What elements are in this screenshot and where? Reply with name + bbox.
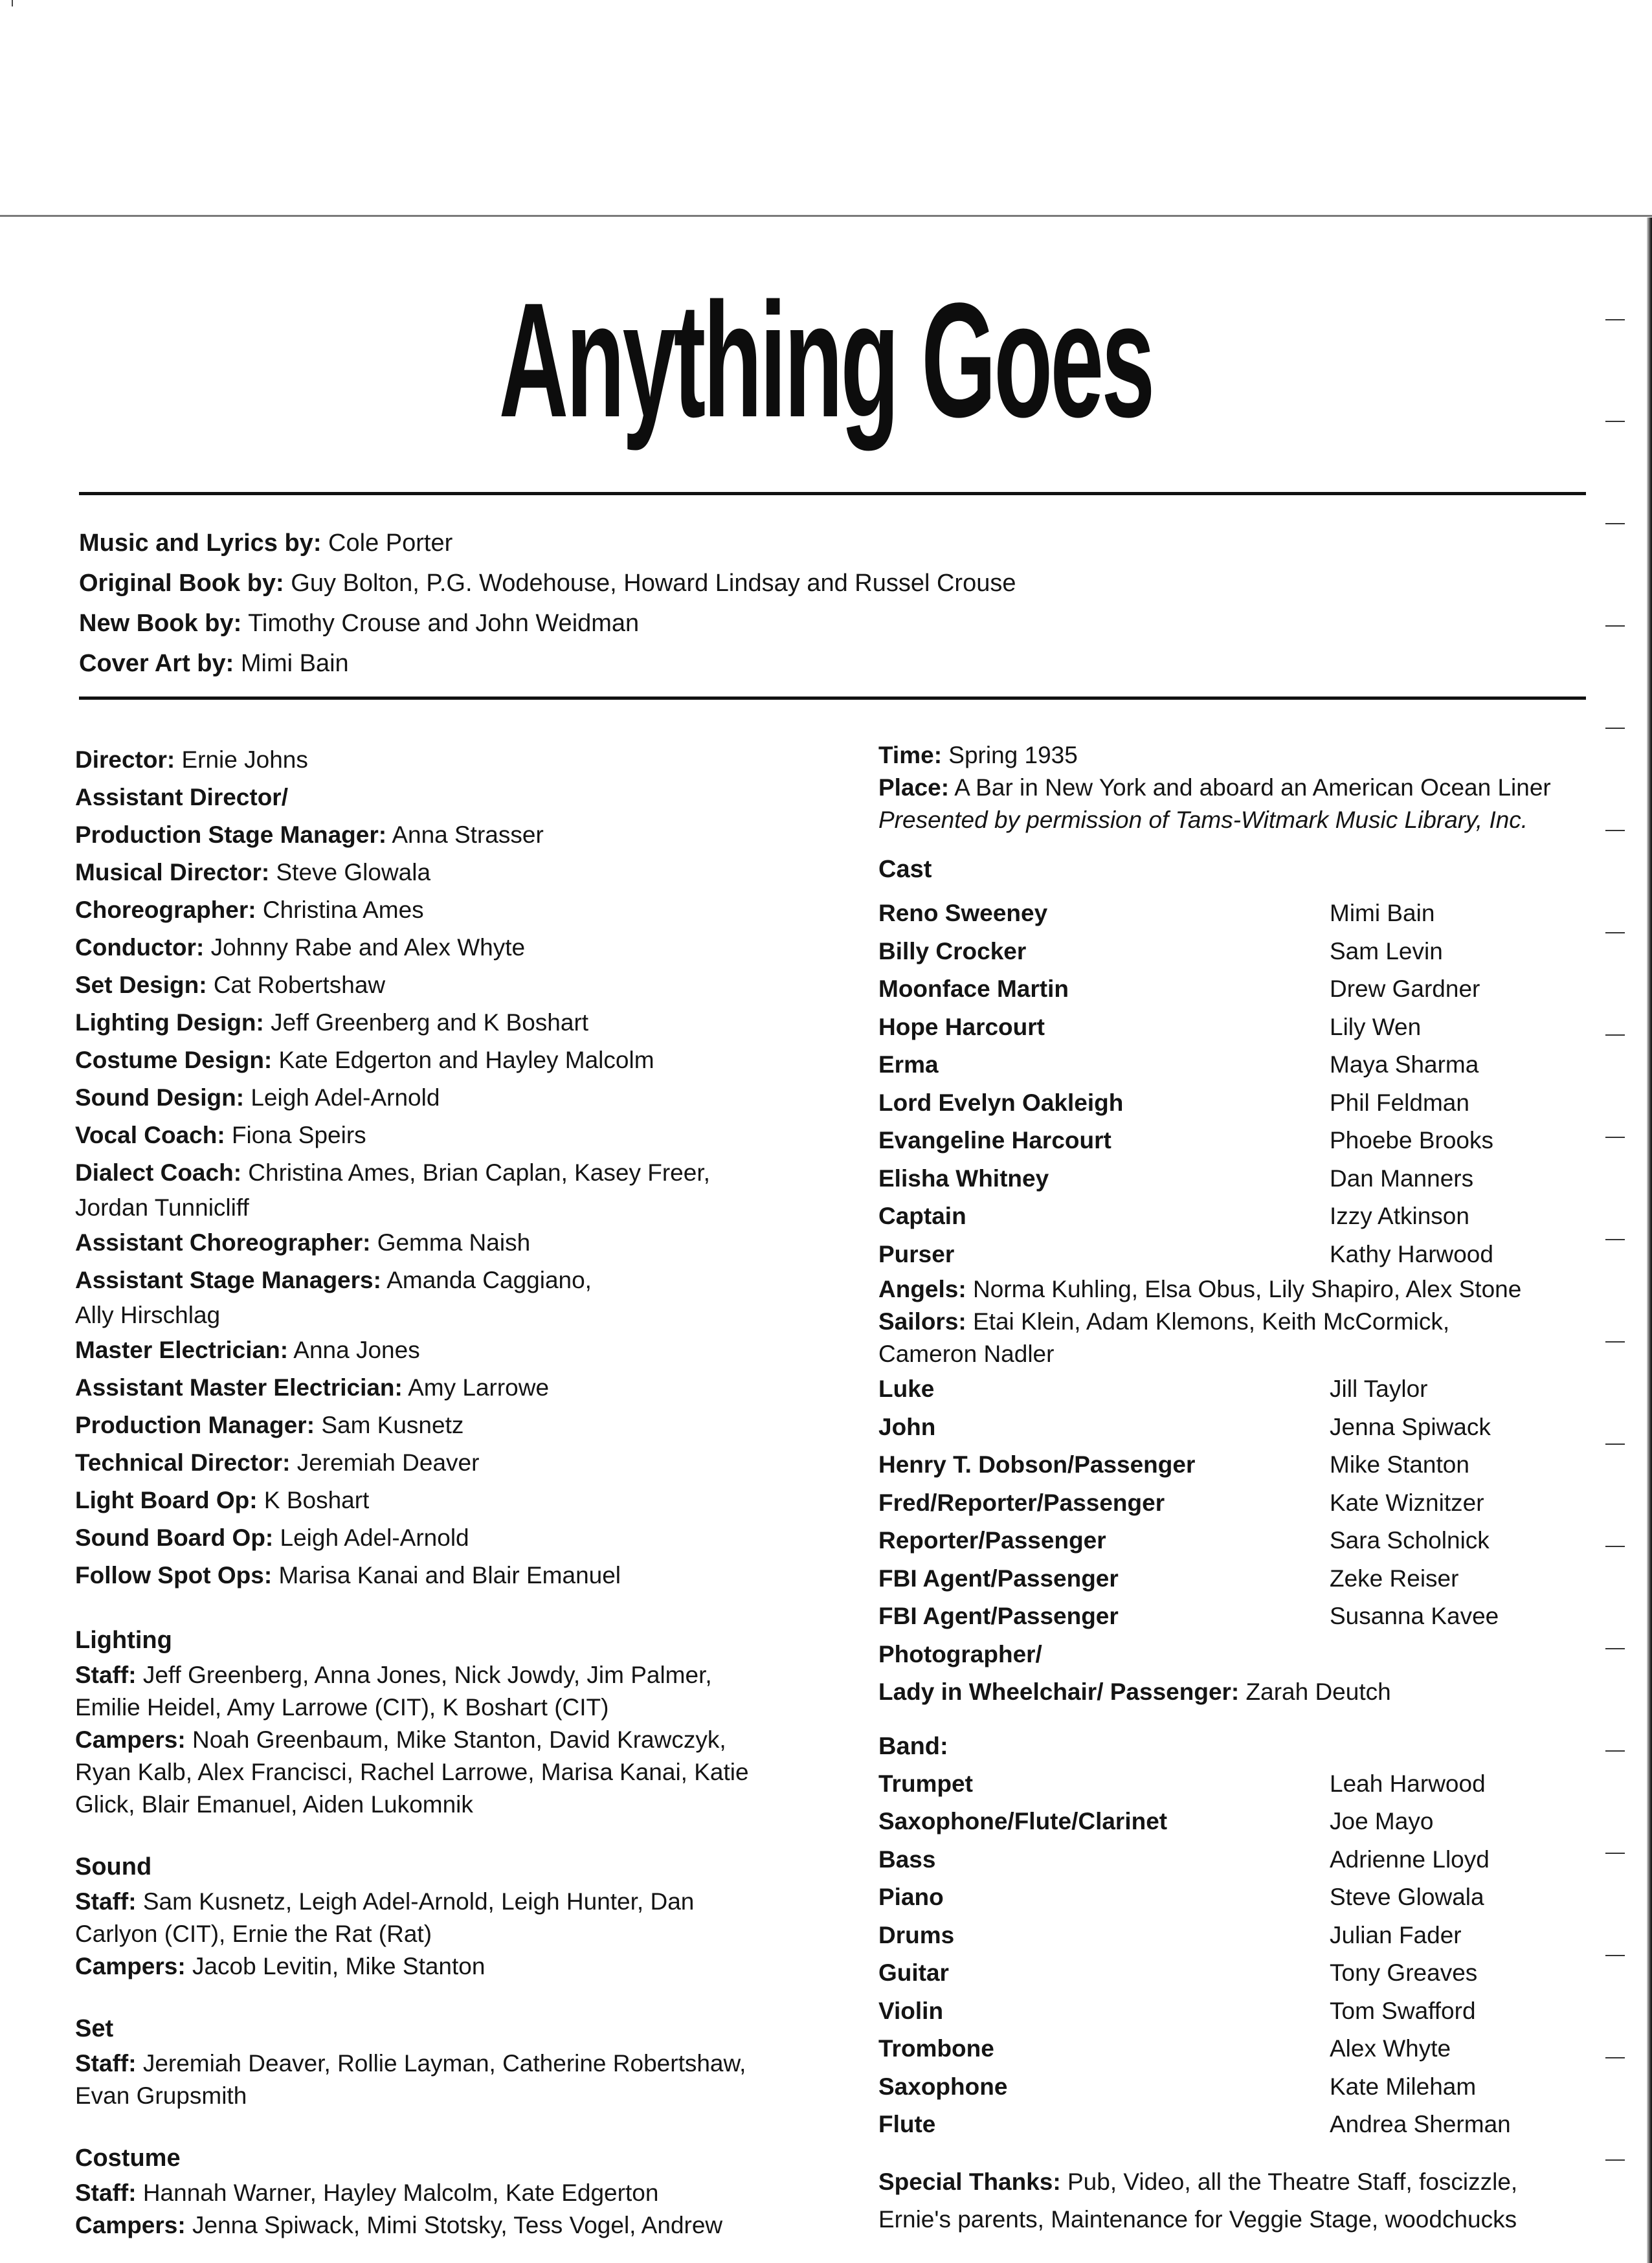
credit-label: Sound Design: xyxy=(75,1084,245,1111)
role-name: Hope Harcourt xyxy=(878,1013,1045,1040)
credit-value: Leigh Adel-Arnold xyxy=(280,1524,469,1551)
role-name: Violin xyxy=(878,1997,944,2024)
cast-row xyxy=(878,1917,1610,1955)
cast-row xyxy=(878,1370,1610,1409)
credit-value: Kate Edgerton and Hayley Malcolm xyxy=(278,1047,654,1073)
crew-label: Campers: xyxy=(75,1953,186,1979)
cast-row xyxy=(878,1009,1610,1047)
actor-name: Alex Whyte xyxy=(1330,2035,1451,2062)
ensemble-names-continued: Cameron Nadler xyxy=(878,1341,1055,1367)
cast-row xyxy=(878,1236,1610,1274)
cast-row xyxy=(878,1878,1610,1917)
production-staff-column xyxy=(75,741,839,2242)
crew-line xyxy=(75,1691,839,1724)
role-name: Evangeline Harcourt xyxy=(878,1127,1111,1154)
cast-row xyxy=(878,970,1610,1009)
credit-value: Christina Ames, Brian Caplan, Kasey Freer, xyxy=(248,1159,710,1186)
role-name: Fred/Reporter/Passenger xyxy=(878,1489,1165,1516)
program-title: Anything Goes xyxy=(498,269,1153,451)
credit-value: Ernie Johns xyxy=(181,746,308,773)
production-credit xyxy=(75,1262,839,1299)
production-credit xyxy=(75,1224,839,1262)
credit-value: Cat Robertshaw xyxy=(213,972,386,998)
page-right-edge xyxy=(1647,217,1652,2263)
cast-list xyxy=(878,895,1610,1273)
cast-row xyxy=(878,1122,1610,1160)
credit-value: Jeff Greenberg and K Boshart xyxy=(271,1009,589,1036)
ensemble-label: Sailors: xyxy=(878,1308,966,1335)
cast-row xyxy=(878,1198,1610,1236)
band-heading: Band: xyxy=(878,1732,948,1760)
cast-heading: Cast xyxy=(878,856,932,883)
scan-corner-mark xyxy=(12,0,13,6)
cast-row xyxy=(878,2106,1610,2144)
production-credit xyxy=(75,1117,839,1154)
credit-label: Director: xyxy=(75,746,175,773)
production-credit xyxy=(75,741,839,779)
role-name: Moonface Martin xyxy=(878,975,1069,1002)
cast-row xyxy=(878,1484,1610,1522)
role-name: Saxophone/Flute/Clarinet xyxy=(878,1808,1168,1834)
cast-row xyxy=(878,1522,1610,1560)
actor-name: Dan Manners xyxy=(1330,1165,1474,1192)
crew-label: Staff: xyxy=(75,1888,137,1915)
actor-name: Maya Sharma xyxy=(1330,1051,1479,1078)
production-credit xyxy=(75,816,839,854)
role-name: Bass xyxy=(878,1845,936,1873)
binding-tick xyxy=(1605,625,1625,627)
role-name: Trombone xyxy=(878,2035,994,2062)
cast-row xyxy=(878,1046,1610,1084)
crew-names: Hannah Warner, Hayley Malcolm, Kate Edgerton xyxy=(142,2179,659,2206)
crew-names: Emilie Heidel, Amy Larrowe (CIT), K Boshart (CIT) xyxy=(75,1694,609,1721)
actor-name: Adrienne Lloyd xyxy=(1330,1845,1490,1873)
crew-line xyxy=(75,1950,839,1983)
crew-names: Ryan Kalb, Alex Francisci, Rachel Larrowe, Marisa Kanai, Katie xyxy=(75,1759,749,1785)
actor-name: Izzy Atkinson xyxy=(1330,1203,1469,1229)
crew-line xyxy=(75,1886,839,1918)
production-credit xyxy=(75,1444,839,1482)
crew-names: Evan Grupsmith xyxy=(75,2082,247,2109)
role-name: FBI Agent/Passenger xyxy=(878,1565,1119,1592)
cast-row xyxy=(878,1409,1610,1447)
crew-label: Staff: xyxy=(75,2050,137,2077)
crew-names: Glick, Blair Emanuel, Aiden Lukomnik xyxy=(75,1791,473,1818)
credit-line: Original Book by: Guy Bolton, P.G. Wodehouse, Howard Lindsay and Russel Crouse xyxy=(79,570,1016,597)
production-credit xyxy=(75,891,839,929)
page-fold-line xyxy=(0,215,1652,217)
cast-row xyxy=(878,895,1610,933)
crew-names: Sam Kusnetz, Leigh Adel-Arnold, Leigh Hunter, Dan xyxy=(142,1888,695,1915)
authorship-credits xyxy=(79,523,1016,684)
special-thanks-continued: Ernie's parents, Maintenance for Veggie Stage, woodchucks xyxy=(878,2205,1517,2233)
crew-names: Jenna Spiwack, Mimi Stotsky, Tess Vogel, Andrew xyxy=(192,2212,723,2238)
actor-name: Sara Scholnick xyxy=(1330,1527,1490,1554)
production-credit xyxy=(75,1482,839,1519)
production-credit xyxy=(75,1079,839,1117)
credits-rule xyxy=(79,697,1586,700)
role-name: FBI Agent/Passenger xyxy=(878,1603,1119,1629)
photographer-role: Photographer/ xyxy=(878,1640,1042,1667)
crew-heading-set: Set xyxy=(75,2015,114,2042)
actor-name: Andrea Sherman xyxy=(1330,2111,1511,2137)
credit-label: Follow Spot Ops: xyxy=(75,1562,273,1589)
actor-name: Mimi Bain xyxy=(1330,900,1435,926)
credit-value: Fiona Speirs xyxy=(231,1122,366,1148)
credit-label: Production Stage Manager: xyxy=(75,821,387,848)
production-credit xyxy=(75,1004,839,1042)
credit-label: Assistant Choreographer: xyxy=(75,1229,371,1256)
actor-name: Kate Mileham xyxy=(1330,2073,1477,2100)
role-name: Captain xyxy=(878,1203,966,1229)
cast-row xyxy=(878,1598,1610,1636)
crew-line xyxy=(75,1659,839,1691)
ensemble-names: Etai Klein, Adam Klemons, Keith McCormick, xyxy=(973,1308,1450,1335)
crew-line xyxy=(75,1756,839,1789)
crew-line xyxy=(75,2177,839,2209)
role-name: Saxophone xyxy=(878,2073,1008,2100)
production-credit xyxy=(75,779,839,816)
crew-label: Campers: xyxy=(75,1726,186,1753)
crew-sections xyxy=(75,1622,839,2242)
credit-label: Assistant Stage Managers: xyxy=(75,1267,381,1293)
credit-label: Dialect Coach: xyxy=(75,1159,242,1186)
credit-value-continued: Ally Hirschlag xyxy=(75,1302,221,1328)
credit-label: Lighting Design: xyxy=(75,1009,264,1036)
actor-name: Mike Stanton xyxy=(1330,1451,1469,1478)
credit-value: Steve Glowala xyxy=(276,859,431,886)
credit-label: Vocal Coach: xyxy=(75,1122,225,1148)
production-credit xyxy=(75,1369,839,1407)
crew-line xyxy=(75,1918,839,1950)
credit-label: Assistant Master Electrician: xyxy=(75,1374,403,1401)
crew-label: Staff: xyxy=(75,2179,137,2206)
band-list xyxy=(878,1765,1610,2144)
actor-name: Julian Fader xyxy=(1330,1921,1462,1948)
production-credit xyxy=(75,929,839,966)
cast-row xyxy=(878,1765,1610,1803)
production-credit xyxy=(75,1557,839,1594)
ensemble-line xyxy=(878,1273,1610,1306)
actor-name: Steve Glowala xyxy=(1330,1884,1484,1910)
credit-value: K Boshart xyxy=(263,1487,370,1513)
crew-names: Jeff Greenberg, Anna Jones, Nick Jowdy, Jim Palmer, xyxy=(142,1662,712,1688)
credit-label: Production Manager: xyxy=(75,1412,315,1438)
credit-line: Cover Art by: Mimi Bain xyxy=(79,650,349,677)
actor-name: Tom Swafford xyxy=(1330,1997,1476,2024)
actor-name: Zeke Reiser xyxy=(1330,1565,1459,1592)
crew-line xyxy=(75,2047,839,2080)
crew-names: Noah Greenbaum, Mike Stanton, David Krawczyk, xyxy=(192,1726,726,1753)
actor-name: Leah Harwood xyxy=(1330,1770,1486,1797)
role-name: Piano xyxy=(878,1884,944,1910)
crew-label: Campers: xyxy=(75,2212,186,2238)
cast-row xyxy=(878,1803,1610,1841)
role-name: Reporter/Passenger xyxy=(878,1527,1106,1554)
credit-value: Amy Larrowe xyxy=(408,1374,550,1401)
role-name: Erma xyxy=(878,1051,939,1078)
cast-row xyxy=(878,2068,1610,2106)
role-name: Drums xyxy=(878,1921,955,1948)
crew-names: Carlyon (CIT), Ernie the Rat (Rat) xyxy=(75,1921,432,1947)
actor-name: Jenna Spiwack xyxy=(1330,1413,1491,1440)
production-credit xyxy=(75,1407,839,1444)
binding-tick xyxy=(1605,421,1625,422)
crew-heading-sound: Sound xyxy=(75,1853,152,1880)
credit-value: Sam Kusnetz xyxy=(321,1412,464,1438)
role-name: Lord Evelyn Oakleigh xyxy=(878,1089,1124,1116)
credit-line: Music and Lyrics by: Cole Porter xyxy=(79,530,453,557)
credit-label: Musical Director: xyxy=(75,859,270,886)
actor-name: Phoebe Brooks xyxy=(1330,1127,1494,1154)
actor-name: Kate Wiznitzer xyxy=(1330,1489,1484,1516)
cast-row xyxy=(878,1841,1610,1879)
time-line: Time: Spring 1935 xyxy=(878,742,1078,768)
actor-name: Susanna Kavee xyxy=(1330,1603,1499,1629)
credit-label: Conductor: xyxy=(75,934,205,961)
role-name: Reno Sweeney xyxy=(878,900,1048,926)
role-name: Guitar xyxy=(878,1959,949,1986)
special-thanks-line: Special Thanks: Pub, Video, all the Theatre Staff, foscizzle, xyxy=(878,2168,1518,2195)
scan-top-margin xyxy=(0,0,1652,214)
crew-line xyxy=(75,2209,839,2242)
place-line: Place: A Bar in New York and aboard an American Ocean Liner xyxy=(878,774,1551,801)
cast-row xyxy=(878,933,1610,971)
production-credit xyxy=(75,1519,839,1557)
credit-label: Master Electrician: xyxy=(75,1337,289,1363)
credit-value-continued: Jordan Tunnicliff xyxy=(75,1194,249,1221)
credit-label: Technical Director: xyxy=(75,1449,291,1476)
production-credit xyxy=(75,1332,839,1369)
cast-column xyxy=(878,739,1610,2238)
crew-label: Staff: xyxy=(75,1662,137,1688)
cast-row xyxy=(878,1954,1610,1992)
binding-tick xyxy=(1605,523,1625,524)
credit-label: Sound Board Op: xyxy=(75,1524,274,1551)
credit-label: Choreographer: xyxy=(75,897,256,923)
cast-row xyxy=(878,1446,1610,1484)
production-credit xyxy=(75,1042,839,1079)
cast-row xyxy=(878,1160,1610,1198)
actor-name: Phil Feldman xyxy=(1330,1089,1469,1116)
credit-value: Leigh Adel-Arnold xyxy=(251,1084,440,1111)
ensemble-list xyxy=(878,1273,1610,1370)
credit-value: Christina Ames xyxy=(262,897,424,923)
credit-value: Johnny Rabe and Alex Whyte xyxy=(210,934,526,961)
ensemble-label: Angels: xyxy=(878,1276,966,1302)
cast-row xyxy=(878,2030,1610,2068)
role-name: Elisha Whitney xyxy=(878,1165,1049,1192)
role-name: Henry T. Dobson/Passenger xyxy=(878,1451,1196,1478)
cast-row xyxy=(878,1560,1610,1598)
production-credit xyxy=(75,854,839,891)
production-credit xyxy=(75,966,839,1004)
cast-row xyxy=(878,1992,1610,2031)
credit-value: Anna Strasser xyxy=(392,821,544,848)
crew-names: Jeremiah Deaver, Rollie Layman, Catherine Robertshaw, xyxy=(142,2050,746,2077)
credit-label: Costume Design: xyxy=(75,1047,273,1073)
role-name: Billy Crocker xyxy=(878,937,1027,964)
actor-name: Joe Mayo xyxy=(1330,1808,1434,1834)
credit-value: Amanda Caggiano, xyxy=(386,1267,592,1293)
actor-name: Jill Taylor xyxy=(1330,1376,1428,1402)
crew-line xyxy=(75,2080,839,2112)
binding-tick xyxy=(1605,728,1625,729)
credit-label: Set Design: xyxy=(75,972,207,998)
credit-value: Anna Jones xyxy=(293,1337,420,1363)
crew-heading-lighting: Lighting xyxy=(75,1627,172,1654)
cast-row xyxy=(878,1084,1610,1122)
role-name: Trumpet xyxy=(878,1770,973,1797)
credit-value: Marisa Kanai and Blair Emanuel xyxy=(278,1562,621,1589)
actor-name: Sam Levin xyxy=(1330,937,1443,964)
role-name: Flute xyxy=(878,2111,936,2137)
crew-heading-costume: Costume xyxy=(75,2145,181,2172)
role-name: Purser xyxy=(878,1240,955,1267)
actor-name: Tony Greaves xyxy=(1330,1959,1478,1986)
crew-line xyxy=(75,1724,839,1756)
role-name: John xyxy=(878,1413,936,1440)
cast-list-continued xyxy=(878,1370,1610,1636)
ensemble-line xyxy=(878,1306,1610,1338)
actor-name: Drew Gardner xyxy=(1330,975,1480,1002)
production-credit xyxy=(75,1154,839,1192)
credit-value: Jeremiah Deaver xyxy=(296,1449,480,1476)
credit-label: Light Board Op: xyxy=(75,1487,258,1513)
role-name: Luke xyxy=(878,1376,935,1402)
credit-value: Gemma Naish xyxy=(377,1229,531,1256)
title-rule xyxy=(79,492,1586,495)
crew-names: Jacob Levitin, Mike Stanton xyxy=(192,1953,486,1979)
actor-name: Lily Wen xyxy=(1330,1013,1422,1040)
binding-tick xyxy=(1605,319,1625,320)
actor-name: Kathy Harwood xyxy=(1330,1240,1493,1267)
ensemble-names: Norma Kuhling, Elsa Obus, Lily Shapiro, Alex Stone xyxy=(972,1276,1522,1302)
credit-line: New Book by: Timothy Crouse and John Weidman xyxy=(79,610,640,637)
crew-line xyxy=(75,1789,839,1821)
production-credits xyxy=(75,741,839,1594)
credit-label: Assistant Director/ xyxy=(75,784,288,810)
permission-note: Presented by permission of Tams-Witmark Music Library, Inc. xyxy=(878,807,1528,833)
photographer-line: Lady in Wheelchair/ Passenger: Zarah Deutch xyxy=(878,1678,1391,1705)
